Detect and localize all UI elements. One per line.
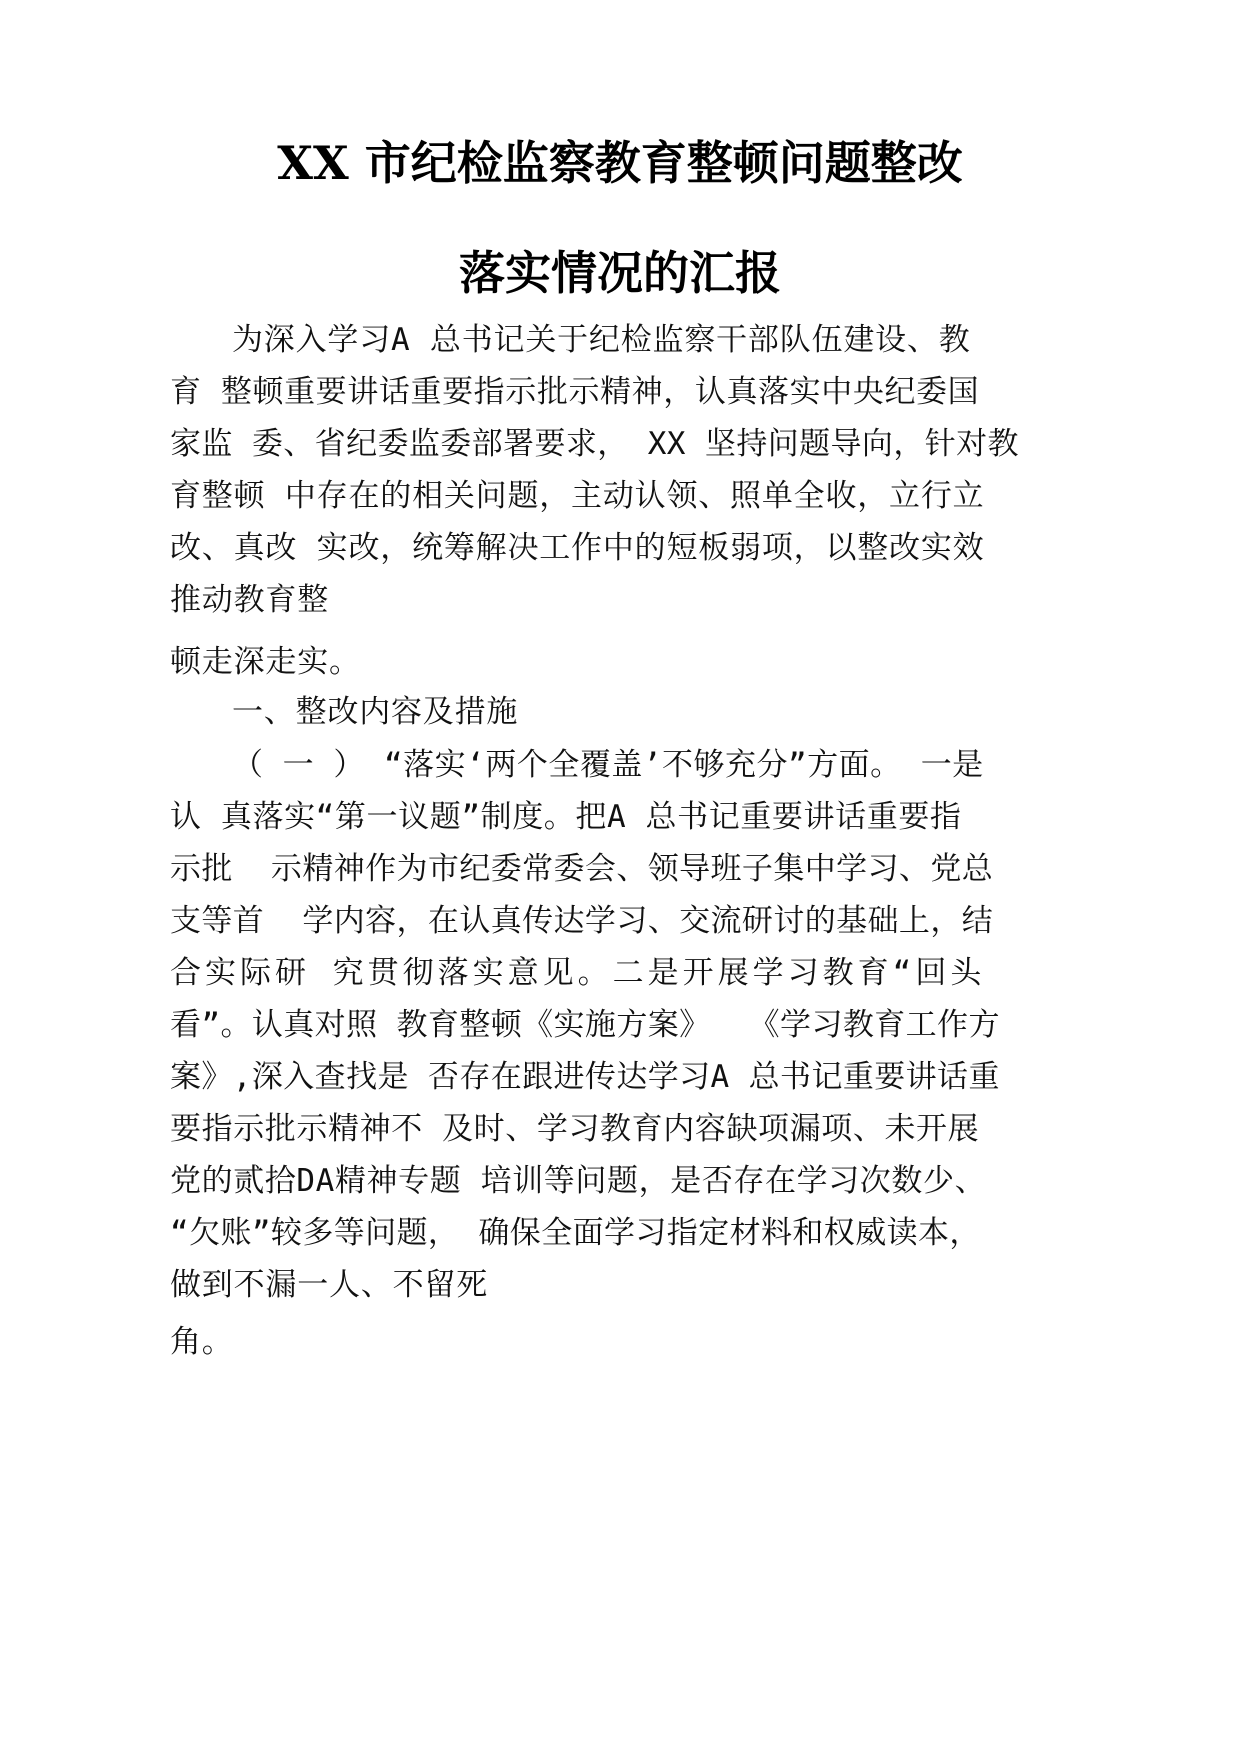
body-line: 支等首 学内容，在认真传达学习、交流研讨的基础上，结	[170, 903, 994, 939]
body-line: 角。	[170, 1324, 234, 1360]
body-line: （ 一 ） “落实‘两个全覆盖’不够充分”方面。 一是	[232, 747, 984, 783]
body-line: 案》,深入查找是 否存在跟进传达学习A 总书记重要讲话重	[170, 1059, 1000, 1095]
body-line: 做到不漏一人、不留死	[170, 1267, 488, 1303]
document-title-line-1: XX 市纪检监察教育整顿问题整改	[277, 136, 963, 190]
body-line: 认 真落实“第一议题”制度。把A 总书记重要讲话重要指	[170, 799, 962, 835]
body-line: 顿走深走实。	[170, 644, 361, 680]
body-line: 推动教育整	[170, 582, 329, 618]
body-line: 家监 委、省纪委监委部署要求， XX 坚持问题导向，针对教	[170, 426, 1019, 462]
body-line: 示批 示精神作为市纪委常委会、领导班子集中学习、党总	[170, 851, 994, 887]
body-line: 育整顿 中存在的相关问题，主动认领、照单全收，立行立	[170, 478, 985, 514]
body-line: 合实际研 究贯彻落实意见。二是开展学习教育“回头	[170, 955, 986, 991]
body-line: 育 整顿重要讲话重要指示批示精神，认真落实中央纪委国	[170, 374, 980, 410]
body-line: 改、真改 实改，统筹解决工作中的短板弱项，以整改实效	[170, 530, 985, 566]
body-line: 为深入学习A 总书记关于纪检监察干部队伍建设、教	[232, 322, 971, 358]
body-line: 看”。认真对照 教育整顿《实施方案》 《学习教育工作方	[170, 1007, 1000, 1043]
body-line: “欠账”较多等问题， 确保全面学习指定材料和权威读本，	[170, 1215, 981, 1251]
body-line: 要指示批示精神不 及时、学习教育内容缺项漏项、未开展	[170, 1111, 980, 1147]
section-heading: 一、整改内容及措施	[232, 694, 519, 730]
body-line: 党的贰拾DA精神专题 培训等问题，是否存在学习次数少、	[170, 1163, 987, 1199]
document-title-line-2: 落实情况的汇报	[459, 246, 781, 300]
